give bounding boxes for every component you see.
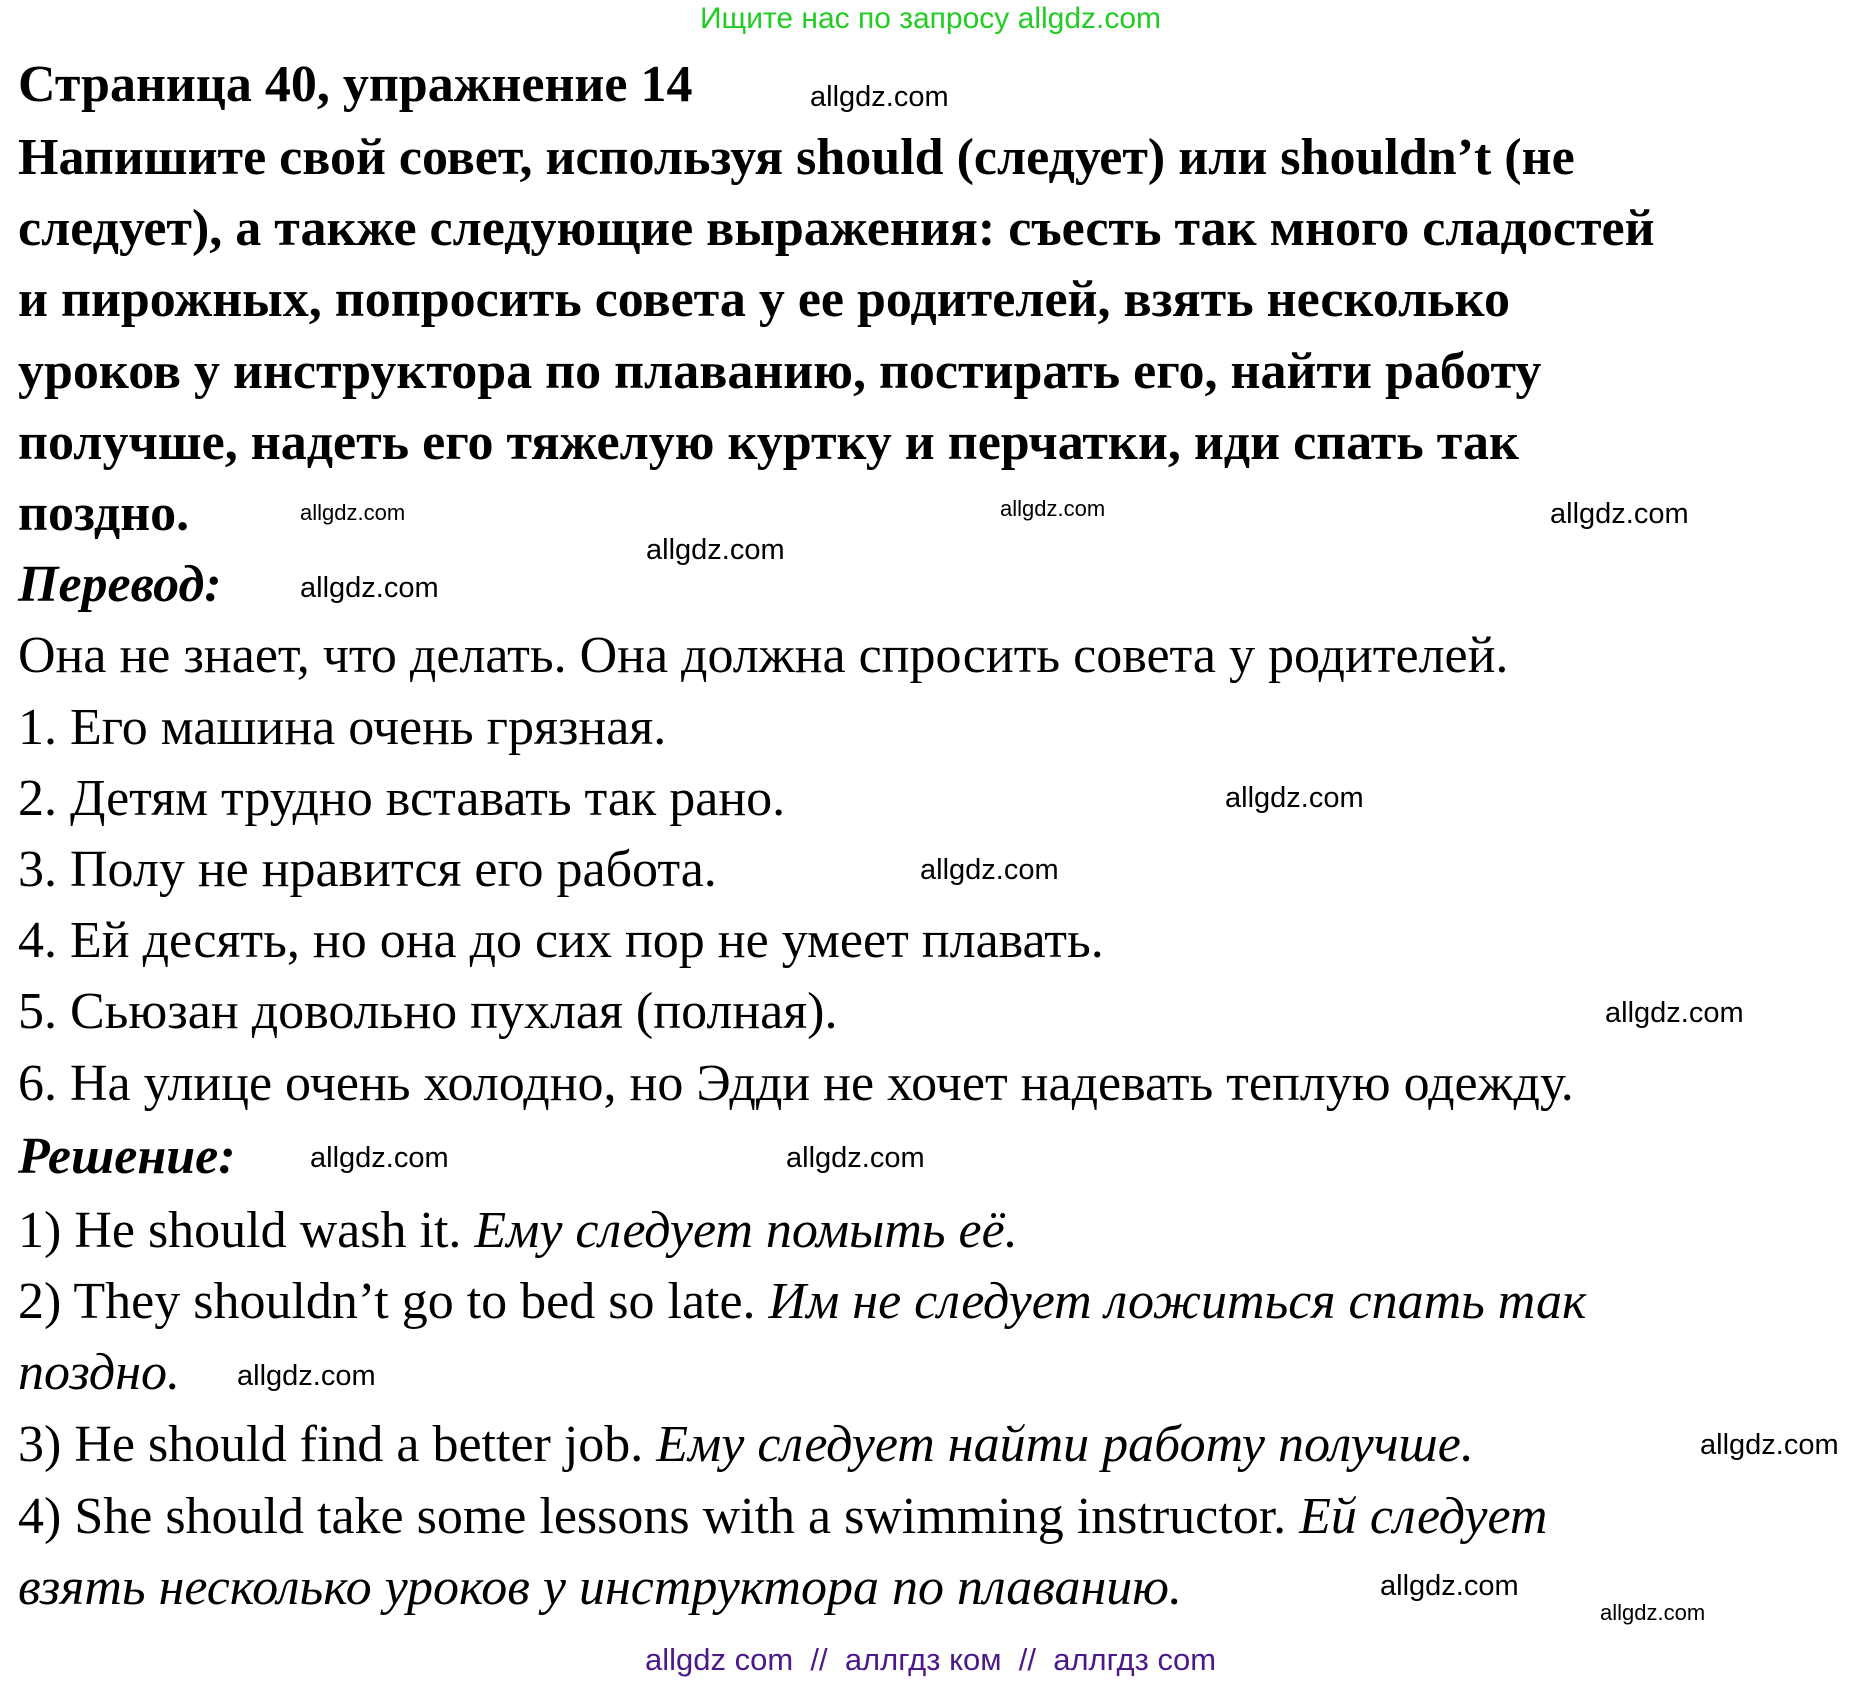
page-title: Страница 40, упражнение 14 xyxy=(18,56,693,113)
watermark: allgdz.com xyxy=(1600,1600,1706,1625)
solution-english: 2) They shouldn’t go to bed so late. xyxy=(18,1273,769,1330)
translation-line: 3. Полу не нравится его работа. xyxy=(18,841,717,898)
solution-english: 4) She should take some lessons with a swimming instructor. xyxy=(18,1488,1300,1545)
solution-line xyxy=(18,1266,1586,1337)
translation-heading: Перевод: xyxy=(18,556,222,613)
footer-links: allgdz com // аллгдз ком // аллгдз com xyxy=(644,1642,1217,1677)
instruction-line: и пирожных, попросить совета у ее родителей, взять несколько xyxy=(18,271,1510,328)
watermark: allgdz.com xyxy=(1225,782,1364,814)
solution-heading: Решение: xyxy=(18,1128,236,1185)
watermark: allgdz.com xyxy=(300,572,439,604)
solution-english: 1) He should wash it. xyxy=(18,1202,475,1259)
solution-line xyxy=(18,1337,180,1408)
watermark: allgdz.com xyxy=(237,1360,376,1392)
solution-russian: Ей следует xyxy=(1299,1488,1548,1545)
instruction-line: получше, надеть его тяжелую куртку и перчатки, иди спать так xyxy=(18,414,1519,471)
watermark: allgdz.com xyxy=(1000,496,1106,521)
instruction-line: поздно. xyxy=(18,485,190,542)
instruction-line: Напишите свой совет, используя should (следует) или shouldn’t (не xyxy=(18,129,1575,186)
watermark: allgdz.com xyxy=(300,500,406,525)
solution-line xyxy=(18,1195,1018,1266)
search-banner: Ищите нас по запросу allgdz.com xyxy=(699,2,1162,35)
translation-line: 2. Детям трудно вставать так рано. xyxy=(18,770,786,827)
translation-line: Она не знает, что делать. Она должна спросить совета у родителей. xyxy=(18,627,1509,684)
watermark: allgdz.com xyxy=(1700,1429,1839,1461)
translation-line: 6. На улице очень холодно, но Эдди не хочет надевать теплую одежду. xyxy=(18,1055,1574,1112)
instruction-line: следует), а также следующие выражения: съесть так много сладостей xyxy=(18,200,1655,257)
watermark: allgdz.com xyxy=(920,854,1059,886)
solution-russian: Им не следует ложиться спать так xyxy=(768,1273,1587,1330)
solution-line xyxy=(18,1481,1547,1552)
solution-russian: Ему следует помыть её. xyxy=(474,1202,1018,1259)
translation-line: 4. Ей десять, но она до сих пор не умеет плавать. xyxy=(18,912,1104,969)
watermark: allgdz.com xyxy=(786,1142,925,1174)
solution-english: 3) He should find a better job. xyxy=(18,1416,657,1473)
watermark: allgdz.com xyxy=(310,1142,449,1174)
translation-line: 1. Его машина очень грязная. xyxy=(18,699,667,756)
solution-russian: взять несколько уроков у инструктора по плаванию. xyxy=(18,1559,1182,1616)
solution-line xyxy=(18,1552,1182,1623)
solution-line xyxy=(18,1409,1474,1480)
solution-russian: Ему следует найти работу получше. xyxy=(656,1416,1474,1473)
solution-russian: поздно. xyxy=(18,1344,181,1401)
watermark: allgdz.com xyxy=(1380,1570,1519,1602)
translation-line: 5. Сьюзан довольно пухлая (полная). xyxy=(18,983,838,1040)
watermark: allgdz.com xyxy=(1550,498,1689,530)
watermark: allgdz.com xyxy=(810,81,949,113)
watermark: allgdz.com xyxy=(646,534,785,566)
watermark: allgdz.com xyxy=(1605,997,1744,1029)
instruction-line: уроков у инструктора по плаванию, постирать его, найти работу xyxy=(18,343,1542,400)
